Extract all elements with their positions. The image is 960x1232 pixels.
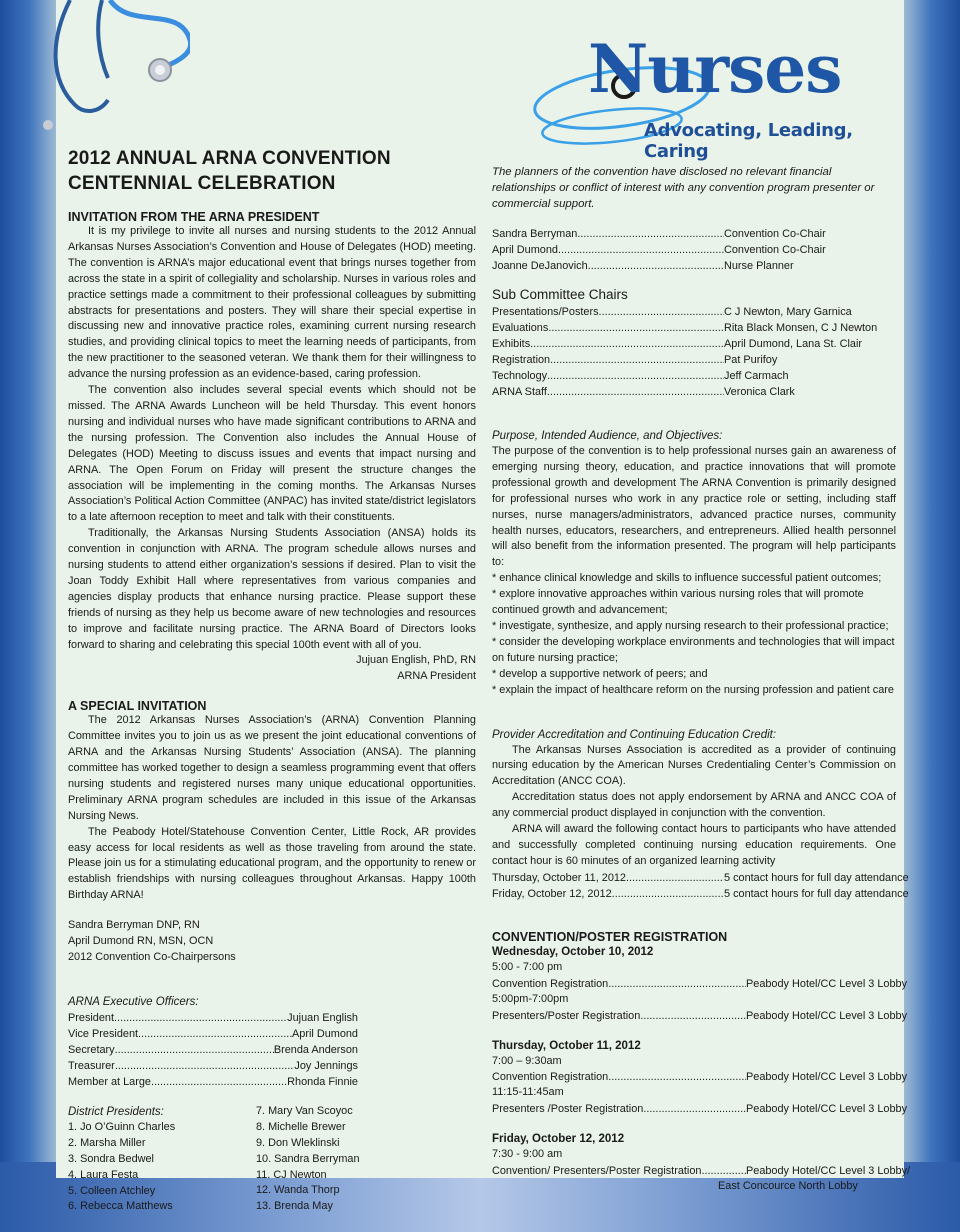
logo-word: Nurses (588, 30, 842, 108)
registration-row: Presenters/Poster Registration ..... Peabody Hotel/CC Level 3 Lobby (492, 1008, 896, 1024)
district-item: 1. Jo O’Guinn Charles (68, 1120, 176, 1133)
sub-committee-row: Exhibits ..... April Dumond, Lana St. Clair (492, 336, 896, 352)
officer-row: Secretary ..... Brenda Anderson (68, 1042, 358, 1058)
planners-list (492, 226, 896, 274)
chairs-signature-2: April Dumond RN, MSN, OCN (68, 935, 214, 948)
nurses-logo (532, 28, 892, 162)
sub-committee-list (492, 304, 896, 400)
accreditation-paragraph-1: The Arkansas Nurses Association is accredited as a provider of continuing nursing education by the American Nurses Credentialing Center’s Commission on Accreditation (ANCC COA). (492, 743, 896, 788)
district-item: 11. CJ Newton (256, 1168, 327, 1181)
registration-row: Convention Registration ..... Peabody Hotel/CC Level 3 Lobby (492, 976, 896, 992)
officer-row: President ..... Jujuan English (68, 1010, 358, 1026)
registration-row: Convention Registration ..... Peabody Hotel/CC Level 3 Lobby (492, 1069, 896, 1085)
registration-day: Thursday, October 11, 2012 (492, 1039, 641, 1052)
district-item: 13. Brenda May (256, 1200, 333, 1213)
page-title-line2: CENTENNIAL CELEBRATION (68, 173, 336, 194)
accreditation-heading: Provider Accreditation and Continuing Education Credit: (492, 728, 777, 741)
invitation-paragraph-1: It is my privilege to invite all nurses and nursing students to the 2012 Annual Arkansas Nurses Association’s Convention and House of Delegates (HOD) meeting. The convention is ARNA’s major educational event that brings nurses together from across the state in a spirit of collegiality and scholarship. Nurses in various roles and practice settings made a commitment to their professional colleagues by submitting abstracts for presentations and posters. They will share their special expertise in discussing new and innovative practice roles, examining current nursing research studies, and providing clinical topics to meet the learning needs of participants, from the new practitioner to the seasoned veteran. We thank them for their willingness to advance the nursing profession as an evidence-based, caring profession. (68, 225, 476, 381)
registration-day: Friday, October 12, 2012 (492, 1133, 625, 1146)
logo-tagline: Advocating, Leading, Caring (644, 120, 853, 162)
district-item: 8. Michelle Brewer (256, 1120, 346, 1133)
district-item: 10. Sandra Berryman (256, 1152, 360, 1165)
district-item: 6. Rebecca Matthews (68, 1200, 173, 1213)
sub-committee-row: ARNA Staff ..... Veronica Clark (492, 384, 896, 400)
district-item: 12. Wanda Thorp (256, 1184, 340, 1197)
objective-item: * explore innovative approaches within various nursing roles that will promote continued growth and advancement; (492, 588, 864, 617)
accreditation-paragraph-2: Accreditation status does not apply endorsement by ARNA and ANCC COA of any commercial product displayed in conjunction with the convention. (492, 791, 896, 820)
officer-row: Treasurer ..... Joy Jennings (68, 1058, 358, 1074)
district-item: 2. Marsha Miller (68, 1136, 146, 1149)
district-presidents (68, 1104, 476, 1215)
objective-item: * enhance clinical knowledge and skills to influence successful patient outcomes; (492, 572, 882, 585)
sub-committee-row: Registration ..... Pat Purifoy (492, 352, 896, 368)
sub-committee-row: Technology ..... Jeff Carmach (492, 368, 896, 384)
registration-time: 5:00pm-7:00pm (492, 992, 569, 1005)
registration-row: Presenters /Poster Registration ..... Peabody Hotel/CC Level 3 Lobby (492, 1101, 896, 1117)
president-signature-name: Jujuan English, PhD, RN (356, 654, 476, 667)
invitation-paragraph-3: Traditionally, the Arkansas Nursing Students Association (ANSA) holds its convention in conjunction with ARNA. The program schedule allows nurses and nursing students to attend either organization’s sessions if desired. Plan to visit the Joan Toddy Exhibit Hall where representatives from various companies and agencies display products that enhance nursing practice. Please support these friends of nursing as they help us become aware of new technologies and resources to improve and facilitate nursing practice. The ARNA Board of Directors looks forward to sharing and celebrating this special 100th event with all of you. (68, 527, 476, 651)
purpose-paragraph: The purpose of the convention is to help professional nurses gain an awareness of emerging nursing theory, education, and practice innovations that will promote professional growth and development The ARNA Convention is primarily designed for professional nurses who work in any practice role or setting, including staff nurses, nurse managers/administrators, advanced practice nurses, community health nurses, educators, researchers, and entrepreneurs. Allied health personnel will also benefit from the information presented. The program will help participants to: (492, 445, 896, 569)
district-heading: District Presidents: (68, 1105, 164, 1118)
sub-committee-row: Evaluations ..... Rita Black Monsen, C J Newton (492, 320, 896, 336)
planner-row: April Dumond ..... Convention Co-Chair (492, 242, 896, 258)
officer-row: Vice President ..... April Dumond (68, 1026, 358, 1042)
chairs-signature-3: 2012 Convention Co-Chairpersons (68, 950, 236, 963)
planner-row: Sandra Berryman ..... Convention Co-Chair (492, 226, 896, 242)
special-paragraph-2: The Peabody Hotel/Statehouse Convention Center, Little Rock, AR provides easy access for local residents as well as those traveling from around the state. Please join us for a stimulating educational program, and the opportunity to renew or establish friendships with nursing colleagues throughout Arkansas. Happy 100th Birthday ARNA! (68, 825, 476, 902)
registration-time: 11:15-11:45am (492, 1086, 564, 1099)
sub-committee-heading: Sub Committee Chairs (492, 287, 628, 302)
right-column (492, 164, 911, 1195)
planner-row: Joanne DeJanovich ..... Nurse Planner (492, 258, 896, 274)
officer-row: Member at Large ..... Rhonda Finnie (68, 1074, 358, 1090)
district-item: 3. Sondra Bedwel (68, 1152, 154, 1165)
chairs-signature-1: Sandra Berryman DNP, RN (68, 919, 200, 932)
invitation-heading: INVITATION FROM THE ARNA PRESIDENT (68, 210, 320, 224)
district-item: 7. Mary Van Scoyoc (256, 1104, 353, 1117)
registration-day: Wednesday, October 10, 2012 (492, 945, 654, 958)
contact-hours-row: Friday, October 12, 2012 ..... 5 contact hours for full day attendance (492, 886, 896, 902)
registration-time: 7:00 – 9:30am (492, 1054, 562, 1067)
accreditation-paragraph-3: ARNA will award the following contact hours to participants who have attended and successfully completed continuing nursing education requirements. One contact hour is 60 minutes of an organized learning activity (492, 823, 896, 867)
objective-item: * develop a supportive network of peers; and (492, 667, 708, 680)
contact-hours-row: Thursday, October 11, 2012 ..... 5 contact hours for full day attendance (492, 870, 896, 886)
special-paragraph-1: The 2012 Arkansas Nurses Association’s (ARNA) Convention Planning Committee invites you to join us as we present the joint educational conventions of ARNA and the Arkansas Nursing Students’ Association (ANSA). The planning committee has worked together to design a seamless programming event that offers nursing students and registered nurses many unique educational opportunities. Preliminary ARNA program schedules are included in this issue of the Arkansas Nursing News. (68, 714, 476, 822)
special-invitation-heading: A SPECIAL INVITATION (68, 699, 207, 714)
registration-row: Convention/ Presenters/Poster Registration ..... Peabody Hotel/CC Level 3 Lobby/ (492, 1163, 896, 1179)
officers-heading: ARNA Executive Officers: (68, 995, 199, 1008)
registration-time: 7:30 - 9:00 am (492, 1148, 563, 1161)
objective-item: * investigate, synthesize, and apply nursing research to their professional practice; (492, 619, 889, 632)
district-item: 9. Don Wleklinski (256, 1136, 340, 1149)
objective-item: * consider the developing workplace environments and technologies that will impact on future nursing practice; (492, 635, 895, 664)
objective-item: * explain the impact of healthcare reform on the nursing profession and patient care (492, 683, 894, 696)
purpose-heading: Purpose, Intended Audience, and Objectives: (492, 430, 723, 442)
registration-time: 5:00 - 7:00 pm (492, 960, 563, 973)
page-title-line1: 2012 ANNUAL ARNA CONVENTION (68, 148, 391, 169)
invitation-paragraph-2: The convention also includes several special events which should not be missed. The ARNA Awards Luncheon will be held Thursday. This event honors nursing and individual nurses who have made significant contributions to ARNA and the nursing profession. The Convention also includes the Annual House of Delegates (HOD) Meeting to discuss issues and events that impact nursing and ARNA. The Open Forum on Friday will present the structure changes the association will be implementing in the coming months. The Arkansas Nurses Association’s Political Action Committee (ANPAC) has invited state/district legislators to a late afternoon reception to meet and talk with their constituents. (68, 384, 476, 524)
district-item: 5. Colleen Atchley (68, 1184, 156, 1197)
registration-heading: CONVENTION/POSTER REGISTRATION (492, 929, 728, 944)
left-column (68, 146, 476, 1215)
stethoscope-icon (40, 0, 190, 140)
district-item: 4. Laura Festa (68, 1168, 139, 1181)
disclosure-statement: The planners of the convention have disclosed no relevant financial relationships or conflict of interest with any convention program presenter or commercial support. (492, 166, 875, 210)
president-signature-title: ARNA President (397, 670, 476, 683)
sub-committee-row: Presentations/Posters ..... C J Newton, Mary Garnica (492, 304, 896, 320)
registration-place-continued: East Concource North Lobby (718, 1180, 858, 1193)
officers-list (68, 1010, 358, 1090)
